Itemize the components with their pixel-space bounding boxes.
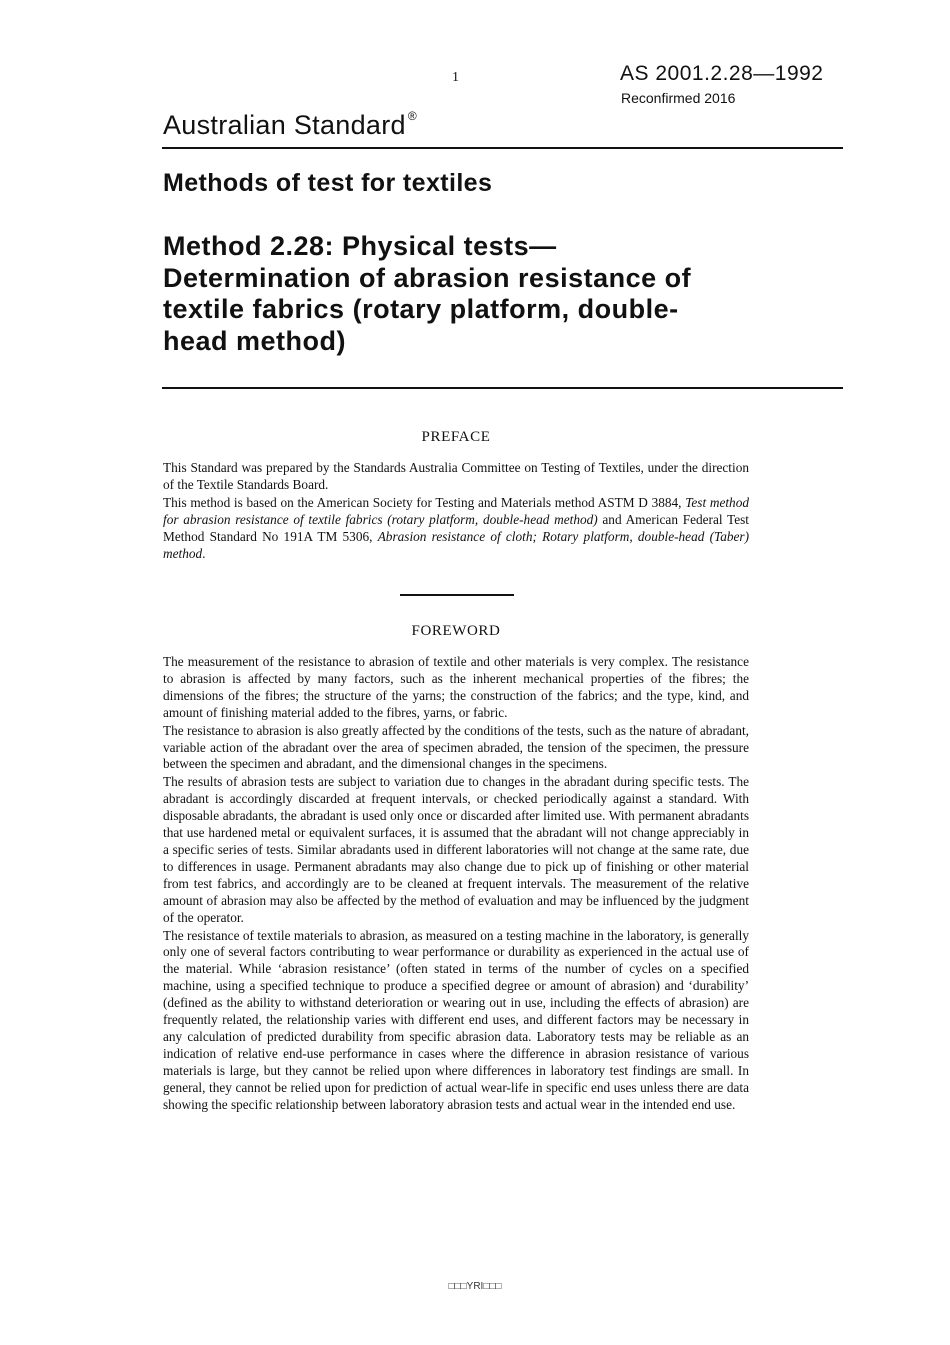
foreword-paragraph: The resistance to abrasion is also greatly affected by the conditions of the tests, such as the nature of abradant, variable action of the abradant over the area of specimen abraded, the tension of the specimen, the pressure between the specimen and abradant, and the dimensional changes in the specimens.	[163, 722, 749, 772]
reconfirmed-date: Reconfirmed 2016	[621, 90, 736, 106]
preface-text: and American Federal Test Method Standard No 191A TM 5306,	[163, 511, 749, 544]
foreword-body	[163, 654, 749, 1114]
foreword-paragraph: The measurement of the resistance to abrasion of textile and other materials is very complex. The resistance to abrasion is affected by many factors, such as the inherent mechanical properties of the fibres; the dimensions of the fibres; the structure of the yarns; the construction of the fabrics; and the type, kind, and amount of finishing material added to the fibres, yarns, or fabric.	[163, 654, 749, 720]
preface-text: .	[202, 545, 206, 561]
section-divider	[400, 594, 514, 596]
title-rule	[162, 387, 843, 389]
preface-citation: Test method for abrasion resistance of textile fabrics (rotary platform, double-head method)	[163, 494, 749, 527]
brand-title	[163, 110, 417, 141]
page-number: 1	[452, 70, 459, 85]
method-title-line: textile fabrics (rotary platform, double-	[163, 294, 679, 324]
foreword-heading: FOREWORD	[411, 623, 501, 639]
method-title	[163, 231, 783, 357]
preface-citation: Abrasion resistance of cloth; Rotary platform, double-head (Taber) method	[163, 528, 750, 561]
brand-text: Australian Standard	[163, 110, 406, 140]
preface-paragraph: This Standard was prepared by the Standards Australia Committee on Testing of Textiles, under the direction of the Textile Standards Board.	[163, 460, 749, 492]
footer-mark: □□□YRI□□□	[448, 1281, 502, 1292]
preface-body	[163, 460, 749, 563]
method-title-line: Determination of abrasion resistance of	[163, 262, 692, 293]
preface-heading: PREFACE	[421, 429, 491, 445]
foreword-paragraph: The resistance of textile materials to abrasion, as measured on a testing machine in the laboratory, is generally only one of several factors contributing to wear performance or durability as experienced in the actual use of the material. While ‘abrasion resistance’ (often stated in terms of the number of cycles on a specified machine, using a specified technique to produce a specified degree or amount of abrasion) and ‘durability’ (defined as the ability to withstand deterioration or wearing out in use, including the effects of abrasion) are frequently related, the relationship varies with different end uses, and different factors may be necessary in any calculation of predicted durability from specific abrasion data. Laboratory tests may be reliable as an indication of relative end-use performance in cases where the difference in abrasion resistance of various materials is large, but they cannot be relied upon where differences in laboratory test findings are small. In general, they cannot be relied upon for prediction of actual wear-life in specific end uses unless there are data showing the specific relationship between laboratory abrasion tests and actual wear in the intended end use.	[163, 927, 749, 1112]
preface-text: This method is based on the American Society for Testing and Materials method ASTM D 3884,	[163, 494, 686, 510]
header-rule	[162, 147, 843, 149]
foreword-paragraph: The results of abrasion tests are subject to variation due to changes in the abradant during specific tests. The abradant is accordingly discarded at frequent intervals, or checked periodically against a standard. With disposable abradants, the abradant is used only once or discarded after limited use. With permanent abradants that use hardened metal or equivalent surfaces, it is assumed that the abradant will not change appreciably in a specific series of tests. Similar abradants used in different laboratories will not change at the same rate, due to differences in usage. Permanent abradants may also change due to pick up of finishing or other material from test fabrics, and accordingly are to be cleaned at frequent intervals. The measurement of the relative amount of abrasion may also be affected by the method of evaluation and may be influenced by the judgment of the operator.	[163, 774, 749, 925]
standard-number: AS 2001.2.28—1992	[620, 62, 824, 85]
series-title: Methods of test for textiles	[163, 169, 493, 197]
method-title-line: Method 2.28: Physical tests—	[163, 231, 557, 261]
preface-paragraph	[163, 495, 749, 563]
method-title-line: head method)	[163, 325, 347, 356]
registered-mark: ®	[407, 109, 418, 123]
